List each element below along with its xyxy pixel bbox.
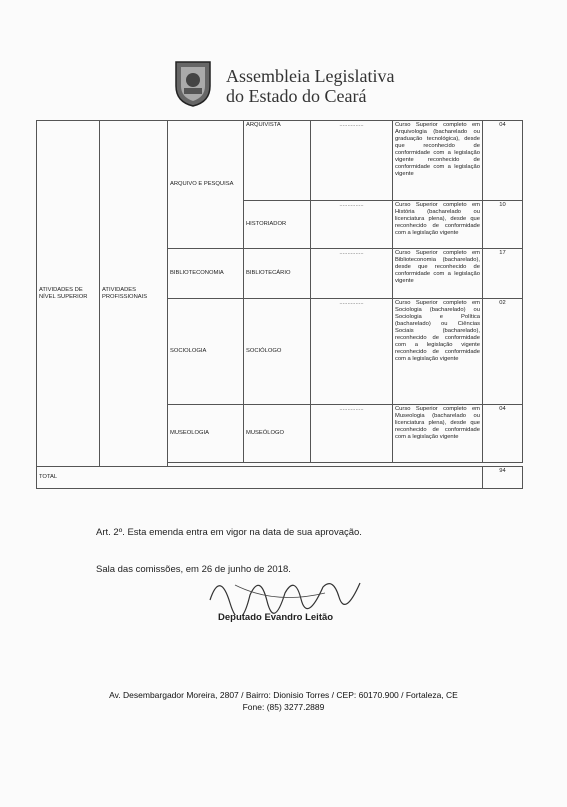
- footer-address: Av. Desembargador Moreira, 2807 / Bairro: Dionisio Torres / CEP: 60170.900 / Fortaleza, CE: [109, 690, 458, 700]
- role-cell: SOCIÓLOGO: [244, 299, 311, 405]
- positions-table: [36, 120, 523, 489]
- blank-cell: ...............: [311, 121, 393, 201]
- state-crest-icon: [170, 58, 216, 108]
- quantity-cell: 17: [483, 249, 523, 299]
- footer-phone: Fone: (85) 3277.2889: [242, 702, 325, 712]
- blank-cell: ...............: [311, 405, 393, 463]
- requirement-cell: Curso Superior completo em Biblioteconomia (bacharelado), desde que reconhecido de conformidade com a legislação vigente: [393, 249, 483, 299]
- quantity-cell: 02: [483, 299, 523, 405]
- area-cell: BIBLIOTECONOMIA: [168, 249, 244, 299]
- category-cell: ATIVIDADES PROFISSIONAIS: [100, 121, 168, 467]
- letterhead: [170, 58, 430, 110]
- area-cell: MUSEOLOGIA: [168, 405, 244, 463]
- total-value: 94: [483, 467, 523, 489]
- area-cell: ARQUIVO E PESQUISA: [168, 121, 244, 249]
- role-cell: MUSEÓLOGO: [244, 405, 311, 463]
- session-date-text: Sala das comissões, em 26 de junho de 2018.: [96, 564, 291, 575]
- table-row: [37, 121, 523, 201]
- requirement-cell: Curso Superior completo em História (bacharelado ou licenciatura plena), desde que reconhecido de conformidade com a legislação vigente: [393, 201, 483, 249]
- institution-line-2: do Estado do Ceará: [226, 86, 367, 106]
- role-cell: BIBLIOTECÁRIO: [244, 249, 311, 299]
- role-cell: ARQUIVISTA: [244, 121, 311, 201]
- institution-name: [226, 66, 394, 106]
- total-label: TOTAL: [37, 467, 483, 489]
- signer-name: Deputado Evandro Leitão: [218, 612, 334, 623]
- article-text: Art. 2º. Esta emenda entra em vigor na data de sua aprovação.: [96, 527, 362, 538]
- institution-line-1: Assembleia Legislativa: [226, 66, 395, 86]
- quantity-cell: 04: [483, 121, 523, 201]
- blank-cell: ...............: [311, 249, 393, 299]
- requirement-cell: Curso Superior completo em Sociologia (bacharelado) ou Sociologia e Política (bacharelado) ou Ciências Sociais (bacharelado), reconhecido de conformidade com a legislação vigente reconhecido de conformidade com a legislação vigente: [393, 299, 483, 405]
- requirement-cell: Curso Superior completo em Arquivologia (bacharelado ou graduação tecnológica), desde que reconhecido de conformidade com a legislação vigente reconhecido de conformidade com a legislação vigente: [393, 121, 483, 201]
- blank-cell: ...............: [311, 201, 393, 249]
- area-cell: SOCIOLOGIA: [168, 299, 244, 405]
- requirement-cell: Curso Superior completo em Museologia (bacharelado ou licenciatura plena), desde que reconhecido de conformidade com a legislação vigente: [393, 405, 483, 463]
- total-row: [37, 467, 523, 489]
- quantity-cell: 04: [483, 405, 523, 463]
- blank-cell: ...............: [311, 299, 393, 405]
- signature-icon: [205, 565, 365, 615]
- role-cell: HISTORIADOR: [244, 201, 311, 249]
- level-cell: ATIVIDADES DE NÍVEL SUPERIOR: [37, 121, 100, 467]
- quantity-cell: 10: [483, 201, 523, 249]
